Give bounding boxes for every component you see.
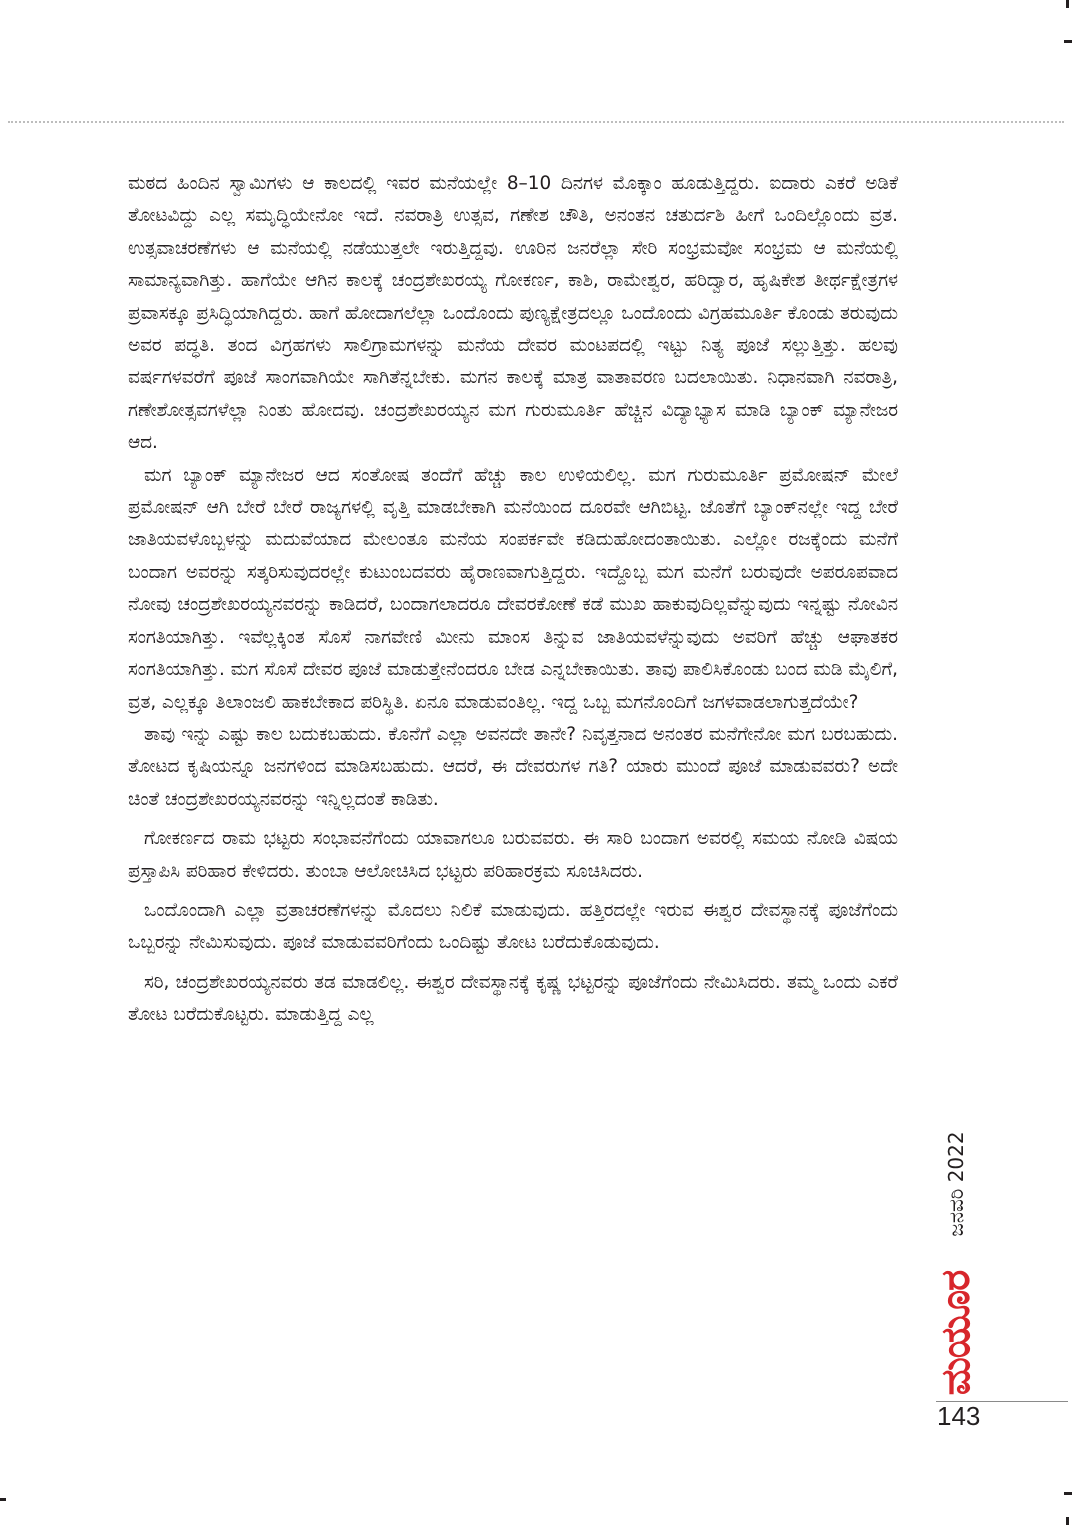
crop-mark-bottom bbox=[1066, 1517, 1069, 1525]
paragraph-3: ತಾವು ಇನ್ನು ಎಷ್ಟು ಕಾಲ ಬದುಕಬಹುದು. ಕೊನೆಗೆ ಎಲ್ಲಾ ಅವನದೇ ತಾನೇ? ನಿವೃತ್ತನಾದ ಅನಂತರ ಮನೆಗೇನೋ ಮಗ ಬರಬಹುದು. ತೋಟದ ಕೃಷಿಯನ್ನೂ ಜನಗಳಿಂದ ಮಾಡಿಸಬಹುದು. ಆದರೆ, ಈ ದೇವರುಗಳ ಗತಿ? ಯಾರು ಮುಂದೆ ಪೂಜೆ ಮಾಡುವವರು? ಅದೇ ಚಿಂತೆ ಚಂದ್ರಶೇಖರಯ್ಯನವರನ್ನು ಇನ್ನಿಲ್ಲದಂತೆ ಕಾಡಿತು. bbox=[128, 723, 898, 810]
paragraph-4: ಗೋಕರ್ಣದ ರಾಮ ಭಟ್ಟರು ಸಂಭಾವನೆಗೆಂದು ಯಾವಾಗಲೂ ಬರುವವರು. ಈ ಸಾರಿ ಬಂದಾಗ ಅವರಲ್ಲಿ ಸಮಯ ನೋಡಿ ವಿಷಯ ಪ್ರಸ್ತಾಪಿಸಿ ಪರಿಹಾರ ಕೇಳಿದರು. ತುಂಬಾ ಆಲೋಚಿಸಿದ ಭಟ್ಟರು ಪರಿಹಾರಕ್ರಮ ಸೂಚಿಸಿದರು. bbox=[128, 828, 898, 882]
magazine-logo: ಮಯೂರ bbox=[933, 1270, 979, 1396]
page-number: 143 bbox=[937, 1401, 981, 1431]
issue-date: ಜನವರಿ 2022 bbox=[944, 1131, 968, 1237]
paragraph-6: ಸರಿ, ಚಂದ್ರಶೇಖರಯ್ಯನವರು ತಡ ಮಾಡಲಿಲ್ಲ. ಈಶ್ವರ ದೇವಸ್ಥಾನಕ್ಕೆ ಕೃಷ್ಣ ಭಟ್ಟರನ್ನು ಪೂಜೆಗೆಂದು ನೇಮಿಸಿದರು. ತಮ್ಮ ಒಂದು ಎಕರೆ ತೋಟ ಬರೆದುಕೊಟ್ಟರು. ಮಾಡುತ್ತಿದ್ದ ಎಲ್ಲ bbox=[128, 971, 898, 1026]
paragraph-2: ಮಗ ಬ್ಯಾಂಕ್ ಮ್ಯಾನೇಜರ ಆದ ಸಂತೋಷ ತಂದೆಗೆ ಹೆಚ್ಚು ಕಾಲ ಉಳಿಯಲಿಲ್ಲ. ಮಗ ಗುರುಮೂರ್ತಿ ಪ್ರಮೋಷನ್ ಮೇಲೆ ಪ್ರಮೋಷನ್ ಆಗಿ ಬೇರೆ ಬೇರೆ ರಾಜ್ಯಗಳಲ್ಲಿ ವೃತ್ತಿ ಮಾಡಬೇಕಾಗಿ ಮನೆಯಿಂದ ದೂರವೇ ಆಗಿಬಿಟ್ಟ. ಜೊತೆಗೆ ಬ್ಯಾಂಕ್‌ನಲ್ಲೇ ಇದ್ದ ಬೇರೆ ಜಾತಿಯವಳೊಬ್ಬಳನ್ನು ಮದುವೆಯಾದ ಮೇಲಂತೂ ಮನೆಯ ಸಂಪರ್ಕವೇ ಕಡಿದುಹೋದಂತಾಯಿತು. ಎಲ್ಲೋ ರಜಕ್ಕೆಂದು ಮನೆಗೆ ಬಂದಾಗ ಅವರನ್ನು ಸತ್ಕರಿಸುವುದರಲ್ಲೇ ಕುಟುಂಬದವರು ಹೈರಾಣವಾಗುತ್ತಿದ್ದರು. ಇದ್ದೊಬ್ಬ ಮಗ ಮನೆಗೆ ಬರುವುದೇ ಅಪರೂಪವಾದ ನೋವು ಚಂದ್ರಶೇಖರಯ್ಯನವರನ್ನು ಕಾಡಿದರೆ, ಬಂದಾಗಲಾದರೂ ದೇವರಕೋಣೆ ಕಡೆ ಮುಖ ಹಾಕುವುದಿಲ್ಲವೆನ್ನುವುದು ಇನ್ನಷ್ಟು ನೋವಿನ ಸಂಗತಿಯಾಗಿತ್ತು. ಇವೆಲ್ಲಕ್ಕಿಂತ ಸೊಸೆ ನಾಗವೇಣಿ ಮೀನು ಮಾಂಸ ತಿನ್ನುವ ಜಾತಿಯವಳೆನ್ನುವುದು ಅವರಿಗೆ ಹೆಚ್ಚು ಆಘಾತಕರ ಸಂಗತಿಯಾಗಿತ್ತು. ಮಗ ಸೊಸೆ ದೇವರ ಪೂಜೆ ಮಾಡುತ್ತೇನೆಂದರೂ ಬೇಡ ಎನ್ನಬೇಕಾಯಿತು. ತಾವು ಪಾಲಿಸಿಕೊಂಡು ಬಂದ ಮಡಿ ಮೈಲಿಗೆ, ವ್ರತ, ಎಲ್ಲಕ್ಕೂ ತಿಲಾಂಜಲಿ ಹಾಕಬೇಕಾದ ಪರಿಸ್ಥಿತಿ. ಏನೂ ಮಾಡುವಂತಿಲ್ಲ. ಇದ್ದ ಒಬ್ಬ ಮಗನೊಂದಿಗೆ ಜಗಳವಾಡಲಾಗುತ್ತದೆಯೇ? bbox=[128, 464, 898, 713]
crop-mark-top bbox=[1066, 0, 1069, 8]
paragraph-5: ಒಂದೊಂದಾಗಿ ಎಲ್ಲಾ ವ್ರತಾಚರಣೆಗಳನ್ನು ಮೊದಲು ನಿಲಿಕೆ ಮಾಡುವುದು. ಹತ್ತಿರದಲ್ಲೇ ಇರುವ ಈಶ್ವರ ದೇವಸ್ಥಾನಕ್ಕೆ ಪೂಜೆಗೆಂದು ಒಬ್ಬರನ್ನು ನೇಮಿಸುವುದು. ಪೂಜೆ ಮಾಡುವವರಿಗೆಂದು ಒಂದಿಷ್ಟು ತೋಟ ಬರೆದುಕೊಡುವುದು. bbox=[128, 899, 898, 954]
crop-mark-right-bottom bbox=[1064, 1492, 1072, 1495]
crop-mark-left-bottom bbox=[0, 1498, 6, 1501]
header-dotted-rule bbox=[8, 121, 1064, 123]
crop-mark-right-top bbox=[1064, 40, 1072, 43]
paragraph-1: ಮಠದ ಹಿಂದಿನ ಸ್ವಾಮಿಗಳು ಆ ಕಾಲದಲ್ಲಿ ಇವರ ಮನೆಯಲ್ಲೇ 8–10 ದಿನಗಳ ಮೊಕ್ಕಾಂ ಹೂಡುತ್ತಿದ್ದರು. ಐದಾರು ಎಕರೆ ಅಡಿಕೆ ತೋಟವಿದ್ದು ಎಲ್ಲ ಸಮೃದ್ಧಿಯೇನೋ ಇದೆ. ನವರಾತ್ರಿ ಉತ್ಸವ, ಗಣೇಶ ಚೌತಿ, ಅನಂತನ ಚತುರ್ದಶಿ ಹೀಗೆ ಒಂದಿಲ್ಲೊಂದು ವ್ರತ. ಉತ್ಸವಾಚರಣೆಗಳು ಆ ಮನೆಯಲ್ಲಿ ನಡೆಯುತ್ತಲೇ ಇರುತ್ತಿದ್ದವು. ಊರಿನ ಜನರೆಲ್ಲಾ ಸೇರಿ ಸಂಭ್ರಮವೋ ಸಂಭ್ರಮ ಆ ಮನೆಯಲ್ಲಿ ಸಾಮಾನ್ಯವಾಗಿತ್ತು. ಹಾಗೆಯೇ ಆಗಿನ ಕಾಲಕ್ಕೆ ಚಂದ್ರಶೇಖರಯ್ಯ ಗೋಕರ್ಣ, ಕಾಶಿ, ರಾಮೇಶ್ವರ, ಹರಿದ್ವಾರ, ಹೃಷಿಕೇಶ ತೀರ್ಥಕ್ಷೇತ್ರಗಳ ಪ್ರವಾಸಕ್ಕೂ ಪ್ರಸಿದ್ಧಿಯಾಗಿದ್ದರು. ಹಾಗೆ ಹೋದಾಗಲೆಲ್ಲಾ ಒಂದೊಂದು ಪುಣ್ಯಕ್ಷೇತ್ರದಲ್ಲೂ ಒಂದೊಂದು ವಿಗ್ರಹಮೂರ್ತಿ ಕೊಂಡು ತರುವುದು ಅವರ ಪದ್ಧತಿ. ತಂದ ವಿಗ್ರಹಗಳು ಸಾಲಿಗ್ರಾಮಗಳನ್ನು ಮನೆಯ ದೇವರ ಮಂಟಪದಲ್ಲಿ ಇಟ್ಟು ನಿತ್ಯ ಪೂಜೆ ಸಲ್ಲುತ್ತಿತ್ತು. ಹಲವು ವರ್ಷಗಳವರೆಗೆ ಪೂಜೆ ಸಾಂಗವಾಗಿಯೇ ಸಾಗಿತೆನ್ನಬೇಕು. ಮಗನ ಕಾಲಕ್ಕೆ ಮಾತ್ರ ವಾತಾವರಣ ಬದಲಾಯಿತು. ನಿಧಾನವಾಗಿ ನವರಾತ್ರಿ, ಗಣೇಶೋತ್ಸವಗಳೆಲ್ಲಾ ನಿಂತು ಹೋದವು. ಚಂದ್ರಶೇಖರಯ್ಯನ ಮಗ ಗುರುಮೂರ್ತಿ ಹೆಚ್ಚಿನ ವಿದ್ಯಾಭ್ಯಾಸ ಮಾಡಿ ಬ್ಯಾಂಕ್ ಮ್ಯಾನೇಜರ ಆದ. bbox=[128, 173, 898, 454]
article-body bbox=[128, 168, 898, 1032]
